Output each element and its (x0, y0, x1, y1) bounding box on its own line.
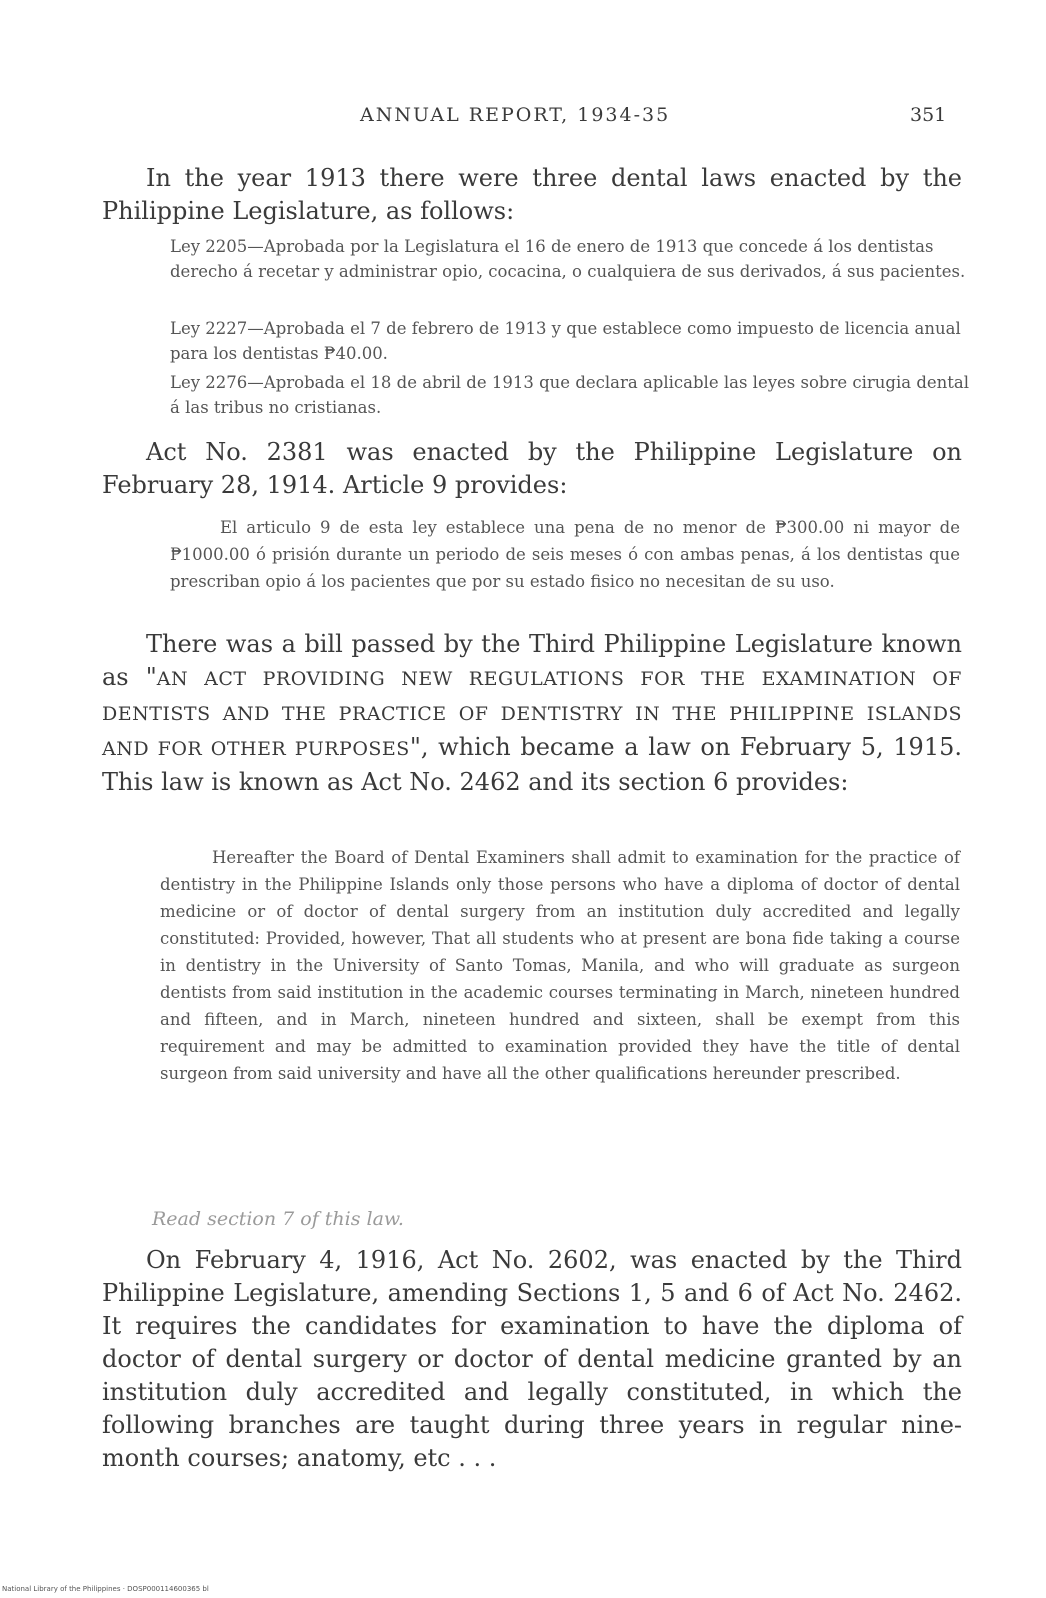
paragraph-before-caps: There was a bill passed by the Third Philippine Legislature known as " (102, 630, 962, 691)
scan-footer: National Library of the Philippines · DOSP000114600365 bl (2, 1585, 209, 1593)
paragraph-act-2602-text: On February 4, 1916, Act No. 2602, was enacted by the Third Philippine Legislature, amending Sections 1, 5 and 6 of Act No. 2462. It requires the candidates for examination to have the diploma of doctor of dental surgery or doctor of dental medicine granted by an institution duly accredited and legally constituted, in which the following branches are taught during three years in regular nine-month courses; anatomy, etc . . . (102, 1246, 962, 1472)
quote-section-6 (160, 844, 960, 1087)
act-title-smallcaps: AN ACT PROVIDING NEW REGULATIONS FOR THE EXAMINATION OF DENTISTS AND THE PRACTICE OF DENTISTRY IN THE PHILIPPINE ISLANDS AND FOR OTHER PURPOSES (102, 668, 962, 760)
paragraph-act-2602 (102, 1244, 962, 1475)
paragraph-intro (102, 162, 962, 228)
paragraph-intro-text: In the year 1913 there were three dental laws enacted by the Philippine Legislature, as follows: (102, 164, 962, 225)
quote-section-6-text: Hereafter the Board of Dental Examiners shall admit to examination for the practice of dentistry in the Philippine Islands only those persons who have a diploma of doctor of dental medicine or of doctor of dental surgery from an institution duly accredited and legally constituted: Provided, however, That all students who at present are bona fide taking a course in dentistry in the University of Santo Tomas, Manila, and who will graduate as surgeon dentists from said institution in the academic courses terminating in March, nineteen hundred and fifteen, and in March, nineteen hundred and sixteen, shall be exempt from this requirement and may be admitted to examination provided they have the title of dental surgeon from said university and have all the other qualifications hereunder prescribed. (160, 848, 960, 1083)
paragraph-after-caps: ", which became a law on February 5, 1915. This law is known as Act No. 2462 and its section 6 provides: (102, 733, 962, 796)
law-item-2227 (170, 316, 970, 366)
paragraph-act-2381 (102, 436, 962, 502)
quote-article-9 (170, 514, 960, 595)
law-text: —Aprobada el 7 de febrero de 1913 y que establece como impuesto de licencia anual para los dentistas ₱40.00. (170, 319, 961, 363)
law-number: Ley 2205 (170, 237, 248, 256)
law-text: —Aprobada por la Legislatura el 16 de enero de 1913 que concede á los dentistas derecho á recetar y administrar opio, cocacina, o cualquiera de sus derivados, á sus pacientes. (170, 237, 966, 281)
running-header (0, 104, 1046, 134)
law-item-2276 (170, 370, 970, 420)
law-text: —Aprobada el 18 de abril de 1913 que declara aplicable las leyes sobre cirugia dental á las tribus no cristianas. (170, 373, 970, 417)
note-read-section-7: Read section 7 of this law. (152, 1208, 404, 1230)
law-item-2205 (170, 234, 970, 284)
law-number: Ley 2227 (170, 319, 248, 338)
running-title: ANNUAL REPORT, 1934-35 (360, 104, 671, 126)
paragraph-act-2381-text: Act No. 2381 was enacted by the Philippine Legislature on February 28, 1914. Article 9 provides: (102, 438, 962, 499)
quote-article-9-text: El articulo 9 de esta ley establece una pena de no menor de ₱300.00 ni mayor de ₱1000.00 ó prisión durante un periodo de seis meses ó con ambas penas, á los dentistas que prescriban opio á los pacientes que por su estado fisico no necesitan de su uso. (170, 518, 960, 591)
paragraph-act-2462 (102, 628, 962, 799)
page-number: 351 (910, 104, 947, 126)
law-number: Ley 2276 (170, 373, 248, 392)
